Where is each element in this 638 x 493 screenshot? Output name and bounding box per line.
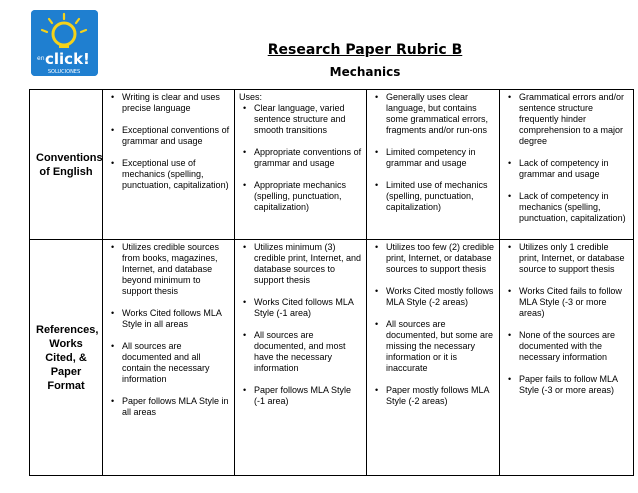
criteria-item: • Works Cited follows MLA Style in all areas	[107, 308, 231, 330]
criteria-item: • Limited use of mechanics (spelling, punctuation, capitalization)	[371, 180, 496, 213]
criteria-item: • Exceptional conventions of grammar and usage	[107, 125, 231, 147]
criteria-list	[371, 92, 496, 213]
criteria-item: • All sources are documented, and most have the necessary information	[239, 330, 363, 374]
criteria-item: • Grammatical errors and/or sentence structure frequently hinder comprehension to a major degree	[504, 92, 630, 147]
score-cell	[103, 90, 235, 240]
criteria-item: • Paper follows MLA Style in all areas	[107, 396, 231, 418]
criteria-item: • Appropriate conventions of grammar and usage	[239, 147, 363, 169]
score-cell	[500, 240, 634, 476]
criteria-list	[371, 242, 496, 407]
criteria-item: • All sources are documented, but some are missing the necessary information or it is inaccurate	[371, 319, 496, 374]
svg-text:click!: click!	[45, 50, 90, 68]
rubric-table	[29, 89, 634, 476]
criteria-item: • Paper fails to follow MLA Style (-3 or more areas)	[504, 374, 630, 396]
criteria-item: • Lack of competency in grammar and usage	[504, 158, 630, 180]
rubric-body	[30, 90, 634, 476]
title-block	[200, 42, 530, 80]
score-cell	[367, 240, 500, 476]
criterion-label: Conventions of English	[36, 151, 103, 178]
criteria-item: • Paper follows MLA Style (-1 area)	[239, 385, 363, 407]
criterion-label: References, Works Cited, & Paper Format	[36, 323, 99, 392]
criteria-item: • None of the sources are documented with the necessary information	[504, 330, 630, 363]
criteria-item: • Exceptional use of mechanics (spelling, punctuation, capitalization)	[107, 158, 231, 191]
score-cell	[367, 90, 500, 240]
criteria-list	[239, 103, 363, 213]
criterion-cell	[30, 90, 103, 240]
score-cell	[235, 90, 367, 240]
criterion-cell	[30, 240, 103, 476]
click-soluciones-logo	[31, 10, 98, 76]
criteria-item: • Lack of competency in mechanics (spelling, punctuation, capitalization)	[504, 191, 630, 224]
score-cell	[500, 90, 634, 240]
cell-prefix: Uses:	[239, 92, 263, 102]
svg-text:SOLUCIONES: SOLUCIONES	[47, 69, 81, 75]
criteria-list	[504, 92, 630, 224]
criteria-item: • Generally uses clear language, but contains some grammatical errors, fragments and/or run-ons	[371, 92, 496, 136]
criteria-list	[107, 92, 231, 191]
criteria-item: • Appropriate mechanics (spelling, punctuation, capitalization)	[239, 180, 363, 213]
criteria-item: • Paper mostly follows MLA Style (-2 areas)	[371, 385, 496, 407]
criteria-list	[504, 242, 630, 396]
criteria-item: • Utilizes too few (2) credible print, Internet, or database sources to support thesis	[371, 242, 496, 275]
score-cell	[235, 240, 367, 476]
criteria-list	[239, 242, 363, 407]
criteria-item: • All sources are documented and all contain the necessary information	[107, 341, 231, 385]
criteria-item: • Writing is clear and uses precise language	[107, 92, 231, 114]
rubric-row	[30, 90, 634, 240]
criteria-item: • Works Cited follows MLA Style (-1 area)	[239, 297, 363, 319]
svg-text:en: en	[37, 55, 45, 62]
criteria-item: • Works Cited fails to follow MLA Style (-3 or more areas)	[504, 286, 630, 319]
score-cell	[103, 240, 235, 476]
criteria-item: • Works Cited mostly follows MLA Style (-2 areas)	[371, 286, 496, 308]
page-title: Research Paper Rubric B	[267, 42, 463, 58]
criteria-list	[107, 242, 231, 418]
page-subtitle: Mechanics	[329, 65, 401, 79]
criteria-item: • Utilizes credible sources from books, magazines, Internet, and database beyond minimum to support thesis	[107, 242, 231, 297]
rubric-row	[30, 240, 634, 476]
criteria-item: • Limited competency in grammar and usage	[371, 147, 496, 169]
criteria-item: • Utilizes only 1 credible print, Internet, or database source to support thesis	[504, 242, 630, 275]
lightbulb-icon	[31, 10, 98, 76]
criteria-item: • Clear language, varied sentence structure and smooth transitions	[239, 103, 363, 136]
criteria-item: • Utilizes minimum (3) credible print, Internet, and database sources to support thesis	[239, 242, 363, 286]
